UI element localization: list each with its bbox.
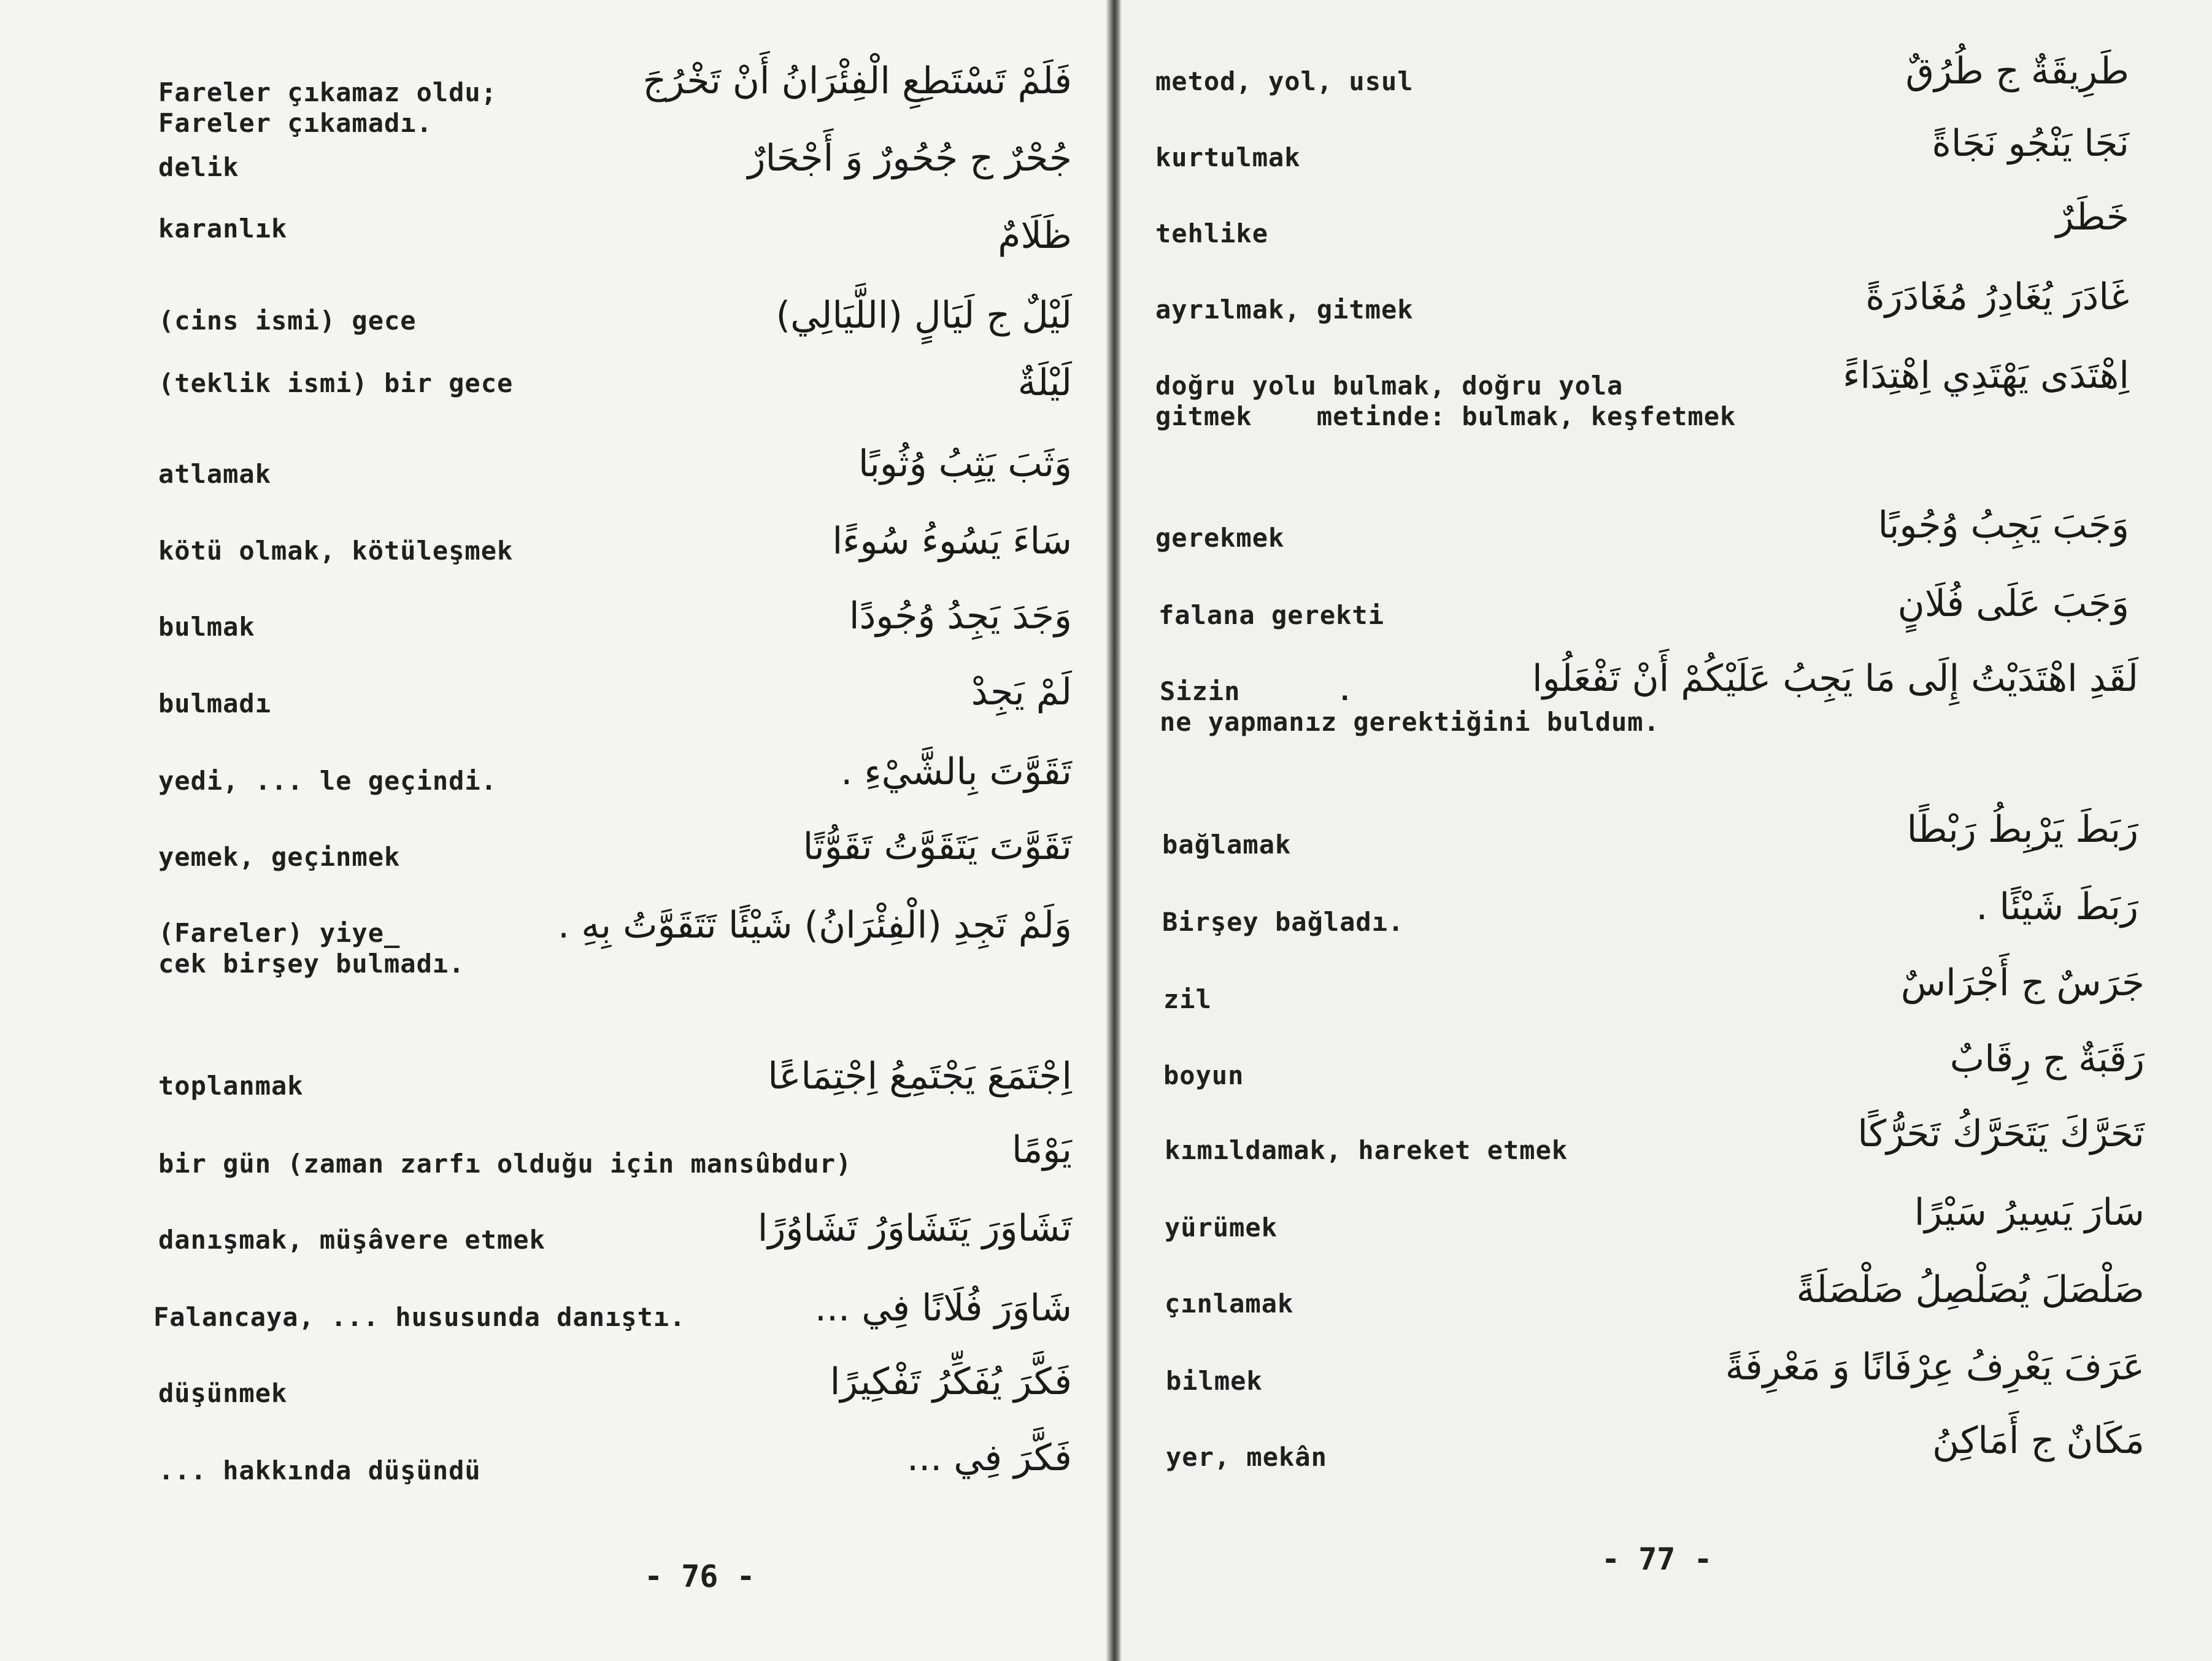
entry-turkish: delik bbox=[158, 152, 239, 182]
entry-arabic: وَجَبَ يَجِبُ وُجُوبًا bbox=[1878, 504, 2129, 547]
entry-turkish: (Fareler) yiye_ cek birşey bulmadı. bbox=[158, 918, 465, 979]
entry-arabic: وَجَدَ يَجِدُ وُجُودًا bbox=[849, 595, 1072, 638]
entry-arabic: نَجَا يَنْجُو نَجَاةً bbox=[1932, 122, 2129, 165]
entry-arabic: يَوْمًا bbox=[1011, 1128, 1072, 1171]
entry-turkish: danışmak, müşâvere etmek bbox=[158, 1225, 545, 1255]
entry-arabic: فَكَّرَ فِي ... bbox=[907, 1436, 1072, 1479]
entry-arabic: وَلَمْ تَجِدِ (الْفِئْرَانُ) شَيْئًا تَتَقَوَّتُ بِهِ . bbox=[558, 904, 1072, 947]
entry-turkish: toplanmak bbox=[158, 1071, 304, 1101]
entry-turkish: Falancaya, ... hususunda danıştı. bbox=[153, 1302, 686, 1332]
entry-turkish: bulmak bbox=[158, 612, 255, 642]
entry-arabic: صَلْصَلَ يُصَلْصِلُ صَلْصَلَةً bbox=[1796, 1268, 2145, 1311]
entry-turkish: yemek, geçinmek bbox=[158, 842, 401, 872]
entry-arabic: لَيْلَةٌ bbox=[1017, 361, 1072, 404]
page-number: - 76 - bbox=[644, 1559, 755, 1594]
entry-turkish: bulmadı bbox=[158, 688, 272, 719]
entry-turkish: atlamak bbox=[158, 459, 272, 489]
entry-arabic: فَلَمْ تَسْتَطِعِ الْفِئْرَانُ أَنْ تَخْرُجَ bbox=[642, 60, 1072, 102]
entry-turkish: kurtulmak bbox=[1155, 142, 1301, 172]
right-page bbox=[1122, 0, 2212, 1661]
entry-arabic: تَقَوَّتَ بِالشَّيْءِ . bbox=[841, 750, 1072, 793]
entry-turkish: bir gün (zaman zarfı olduğu için mansûbdur) bbox=[158, 1149, 852, 1179]
entry-arabic: تَشَاوَرَ يَتَشَاوَرُ تَشَاوُرًا bbox=[757, 1207, 1072, 1250]
entry-turkish: gerekmek bbox=[1155, 523, 1285, 553]
entry-turkish: yedi, ... le geçindi. bbox=[158, 766, 498, 796]
entry-arabic: اِجْتَمَعَ يَجْتَمِعُ اِجْتِمَاعًا bbox=[768, 1055, 1072, 1098]
book-gutter bbox=[1106, 0, 1122, 1661]
entry-arabic: تَحَرَّكَ يَتَحَرَّكُ تَحَرُّكًا bbox=[1857, 1112, 2145, 1155]
entry-turkish: (cins ismi) gece bbox=[158, 306, 417, 336]
entry-turkish: zil bbox=[1163, 984, 1212, 1014]
entry-turkish: ... hakkında düşündü bbox=[158, 1455, 481, 1486]
entry-arabic: لَقَدِ اهْتَدَيْتُ إِلَى مَا يَجِبُ عَلَيْكُمْ أَنْ تَفْعَلُوا bbox=[1532, 657, 2138, 700]
entry-turkish: ayrılmak, gitmek bbox=[1155, 295, 1414, 325]
entry-arabic: لَيْلٌ ج لَيَالٍ (اللَّيَالِي) bbox=[776, 294, 1072, 337]
entry-turkish: Birşey bağladı. bbox=[1162, 907, 1405, 937]
entry-turkish: Sizin . ne yapmanız gerektiğini buldum. bbox=[1160, 676, 1660, 737]
entry-arabic: غَادَرَ يُغَادِرُ مُغَادَرَةً bbox=[1865, 276, 2129, 318]
entry-arabic: رَقَبَةٌ ج رِقَابٌ bbox=[1949, 1038, 2145, 1081]
entry-arabic: سَارَ يَسِيرُ سَيْرًا bbox=[1914, 1191, 2145, 1234]
entry-arabic: اِهْتَدَى يَهْتَدِي اِهْتِدَاءً bbox=[1843, 354, 2129, 397]
entry-turkish: boyun bbox=[1163, 1060, 1244, 1090]
page-number: - 77 - bbox=[1601, 1541, 1713, 1577]
entry-turkish: yer, mekân bbox=[1166, 1442, 1327, 1472]
entry-arabic: عَرَفَ يَعْرِفُ عِرْفَانًا وَ مَعْرِفَةً bbox=[1725, 1346, 2145, 1389]
entry-turkish: tehlike bbox=[1155, 218, 1269, 249]
entry-arabic: رَبَطَ يَرْبِطُ رَبْطًا bbox=[1906, 808, 2138, 851]
entry-turkish: yürümek bbox=[1165, 1212, 1278, 1243]
entry-arabic: تَقَوَّتَ يَتَقَوَّتُ تَقَوُّتًا bbox=[803, 825, 1072, 868]
entry-arabic: جَرَسٌ ج أَجْرَاسٌ bbox=[1900, 962, 2145, 1004]
entry-turkish: metod, yol, usul bbox=[1155, 66, 1414, 96]
entry-arabic: طَرِيقَةٌ ج طُرُقٌ bbox=[1905, 50, 2129, 93]
entry-arabic: وَثَبَ يَثِبُ وُثُوبًا bbox=[858, 442, 1072, 485]
entry-turkish: karanlık bbox=[158, 214, 288, 244]
entry-arabic: وَجَبَ عَلَى فُلَانٍ bbox=[1897, 582, 2129, 625]
entry-arabic: رَبَطَ شَيْئًا . bbox=[1976, 885, 2138, 928]
entry-arabic: شَاوَرَ فُلَانًا فِي ... bbox=[814, 1287, 1072, 1330]
entry-turkish: kötü olmak, kötüleşmek bbox=[158, 536, 514, 566]
entry-arabic: جُحْرٌ ج جُحُورٌ وَ أَجْحَارٌ bbox=[747, 137, 1072, 180]
entry-turkish: bilmek bbox=[1166, 1366, 1263, 1396]
entry-turkish: doğru yolu bulmak, doğru yola gitmek metinde: bulmak, keşfetmek bbox=[1155, 371, 1736, 431]
entry-arabic: فَكَّرَ يُفَكِّرُ تَفْكِيرًا bbox=[830, 1360, 1072, 1403]
entry-arabic: ظَلَامٌ bbox=[998, 214, 1072, 257]
entry-turkish: bağlamak bbox=[1162, 830, 1292, 860]
entry-turkish: Fareler çıkamaz oldu; Fareler çıkamadı. bbox=[158, 77, 498, 138]
entry-turkish: (teklik ismi) bir gece bbox=[158, 368, 514, 398]
entry-turkish: düşünmek bbox=[158, 1378, 288, 1408]
entry-arabic: مَكَانٌ ج أَمَاكِنُ bbox=[1932, 1419, 2145, 1462]
entry-turkish: falana gerekti bbox=[1158, 600, 1385, 630]
entry-turkish: kımıldamak, hareket etmek bbox=[1165, 1135, 1568, 1165]
entry-arabic: سَاءَ يَسُوءُ سُوءًا bbox=[832, 520, 1072, 563]
entry-turkish: çınlamak bbox=[1165, 1289, 1294, 1319]
entry-arabic: خَطَرٌ bbox=[2056, 196, 2129, 239]
entry-arabic: لَمْ يَجِدْ bbox=[971, 671, 1072, 714]
